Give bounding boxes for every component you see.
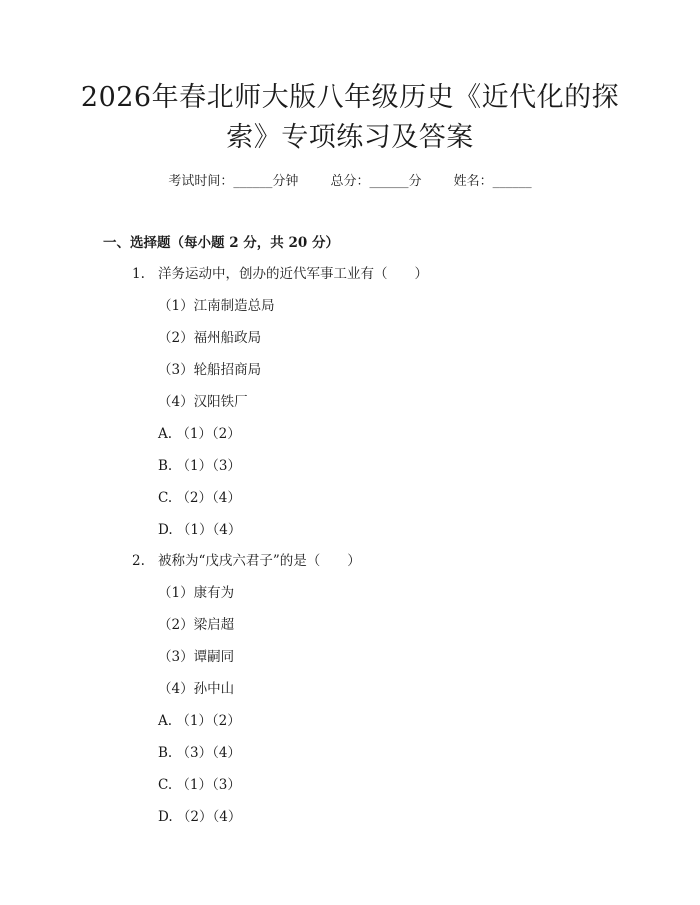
question-1	[132, 262, 428, 282]
question-1-item-1: （1）江南制造总局	[158, 298, 275, 314]
question-stem: 被称为“戊戌六君子”的是（ ）	[158, 553, 361, 569]
question-number: 1.	[132, 266, 145, 282]
question-1-item-3: （3）轮船招商局	[158, 362, 262, 378]
question-2-option-d: D. （2）（4）	[158, 809, 242, 825]
question-2-item-1: （1）康有为	[158, 585, 235, 601]
question-1-item-2: （2）福州船政局	[158, 330, 262, 346]
question-1-option-a: A. （1）（2）	[158, 426, 241, 442]
exam-score: 总分：______分	[330, 174, 422, 189]
question-2-item-2: （2）梁启超	[158, 617, 235, 633]
question-stem: 洋务运动中，创办的近代军事工业有（ ）	[158, 266, 428, 282]
document-title: 2026年春北师大版八年级历史《近代化的探索》专项练习及答案	[80, 82, 620, 153]
question-number: 2.	[132, 553, 145, 569]
question-1-item-4: （4）汉阳铁厂	[158, 394, 248, 410]
question-1-option-b: B. （1）（3）	[158, 458, 241, 474]
question-2-item-3: （3）谭嗣同	[158, 649, 235, 665]
student-name: 姓名：______	[453, 174, 532, 189]
question-2-option-a: A. （1）（2）	[158, 713, 241, 729]
question-2-option-b: B. （3）（4）	[158, 745, 241, 761]
question-2-option-c: C. （1）（3）	[158, 777, 241, 793]
question-2-item-4: （4）孙中山	[158, 681, 235, 697]
question-1-option-d: D. （1）（4）	[158, 522, 242, 538]
exam-time: 考试时间：______分钟	[168, 174, 299, 189]
question-2	[132, 549, 361, 569]
exam-info	[0, 170, 700, 189]
section-title: 一、选择题（每小题 2 分，共 20 分）	[103, 235, 339, 251]
question-1-option-c: C. （2）（4）	[158, 490, 241, 506]
